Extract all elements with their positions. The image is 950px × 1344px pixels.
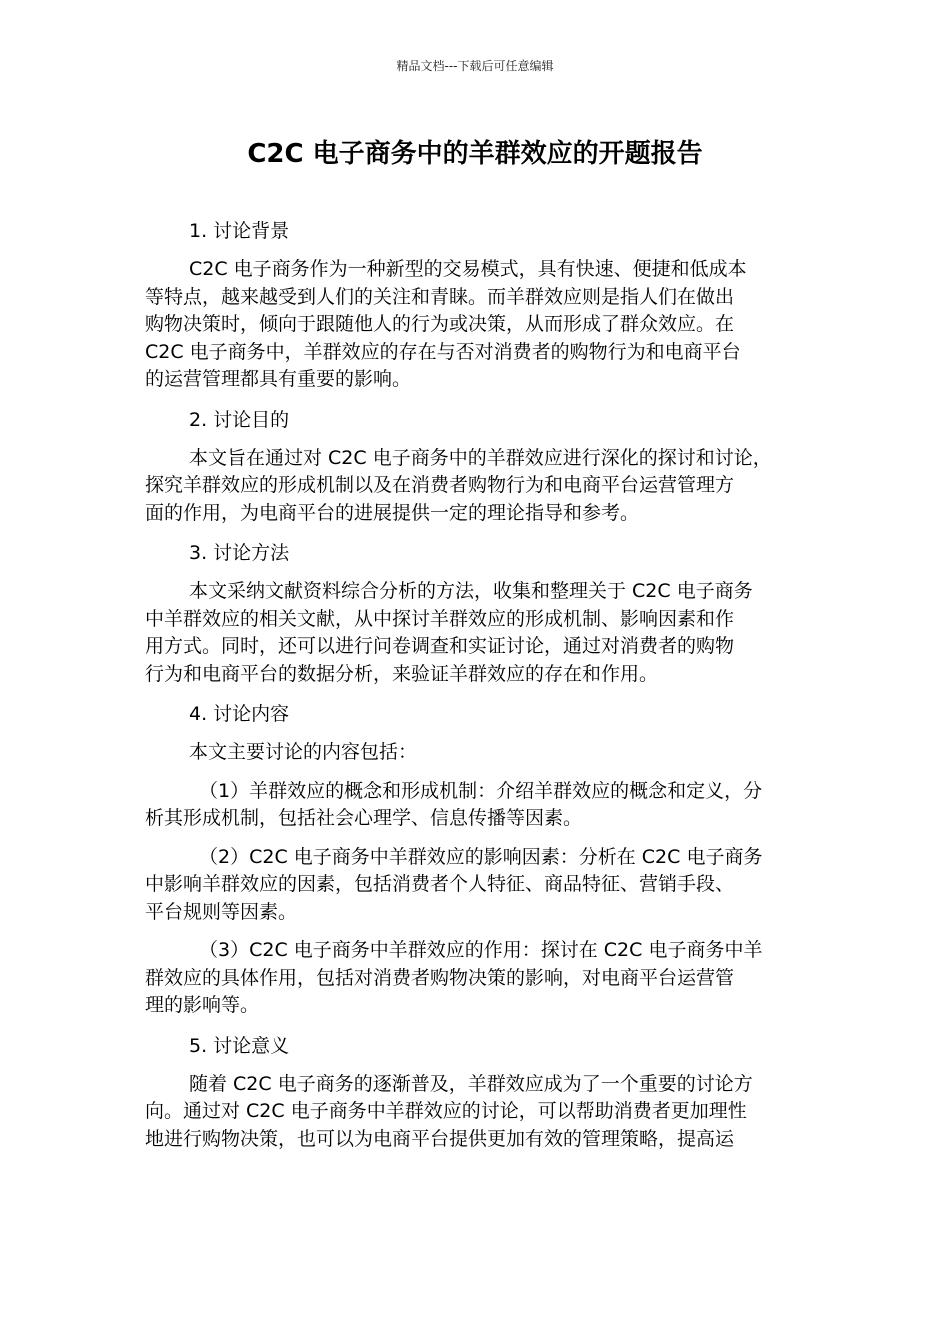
paragraph-line: 行为和电商平台的数据分析，来验证羊群效应的存在和作用。 — [145, 662, 659, 685]
document-title: C2C 电子商务中的羊群效应的开题报告 — [247, 139, 703, 169]
paragraph-line: 购物决策时，倾向于跟随他人的行为或决策，从而形成了群众效应。在 — [145, 313, 735, 335]
section-heading: 5. 讨论意义 — [189, 1034, 290, 1057]
paragraph-line: 本文主要讨论的内容包括： — [189, 741, 418, 763]
section-paragraph — [145, 445, 807, 528]
paragraph-line: 面的作用，为电商平台的进展提供一定的理论指导和参考。 — [145, 501, 640, 524]
paragraph-line: （2）C2C 电子商务中羊群效应的影响因素：分析在 C2C 电子商务 — [199, 845, 763, 868]
paragraph-line: 中影响羊群效应的因素，包括消费者个人特征、商品特征、营销手段、 — [145, 873, 735, 895]
list-item-paragraph — [145, 937, 807, 1020]
document-body — [145, 216, 807, 1164]
paragraph-line: 理的影响等。 — [145, 994, 260, 1016]
paragraph-line: 平台规则等因素。 — [145, 900, 298, 923]
paragraph-line: 用方式。同时，还可以进行问卷调查和实证讨论，通过对消费者的购物 — [145, 635, 735, 657]
paragraph-line: 群效应的具体作用，包括对消费者购物决策的影响，对电商平台运营管 — [145, 966, 735, 989]
paragraph-line: 随着 C2C 电子商务的逐渐普及，羊群效应成为了一个重要的讨论方 — [189, 1072, 753, 1095]
section-heading: 4. 讨论内容 — [189, 703, 290, 725]
page-header-note: 精品文档---下载后可任意编辑 — [396, 59, 554, 73]
section-paragraph — [145, 578, 807, 688]
paragraph-line: 本文采纳文献资料综合分析的方法，收集和整理关于 C2C 电子商务 — [189, 580, 753, 602]
section-paragraph — [145, 256, 807, 394]
paragraph-line: 探究羊群效应的形成机制以及在消费者购物行为和电商平台运营管理方 — [145, 474, 735, 496]
section-heading: 3. 讨论方法 — [189, 542, 290, 564]
section-paragraph — [145, 1071, 807, 1154]
section-paragraph — [145, 739, 807, 767]
paragraph-line: 本文旨在通过对 C2C 电子商务中的羊群效应进行深化的探讨和讨论， — [189, 446, 772, 469]
paragraph-line: 析其形成机制，包括社会心理学、信息传播等因素。 — [145, 807, 583, 829]
list-item-paragraph — [145, 778, 807, 833]
paragraph-line: 的运营管理都具有重要的影响。 — [145, 368, 412, 390]
paragraph-line: （3）C2C 电子商务中羊群效应的作用：探讨在 C2C 电子商务中羊 — [199, 939, 763, 961]
paragraph-line: C2C 电子商务中，羊群效应的存在与否对消费者的购物行为和电商平台 — [145, 340, 741, 363]
paragraph-line: （1）羊群效应的概念和形成机制：介绍羊群效应的概念和定义，分 — [199, 779, 763, 802]
paragraph-line: C2C 电子商务作为一种新型的交易模式，具有快速、便捷和低成本 — [189, 258, 747, 280]
list-item-paragraph — [145, 844, 807, 927]
paragraph-line: 中羊群效应的相关文献，从中探讨羊群效应的形成机制、影响因素和作 — [145, 607, 735, 630]
paragraph-line: 等特点，越来越受到人们的关注和青睐。而羊群效应则是指人们在做出 — [145, 285, 735, 308]
paragraph-line: 地进行购物决策，也可以为电商平台提供更加有效的管理策略，提高运 — [145, 1127, 735, 1150]
section-heading: 1. 讨论背景 — [189, 220, 290, 242]
paragraph-line: 向。通过对 C2C 电子商务中羊群效应的讨论，可以帮助消费者更加理性 — [145, 1100, 747, 1122]
section-heading: 2. 讨论目的 — [189, 408, 290, 431]
